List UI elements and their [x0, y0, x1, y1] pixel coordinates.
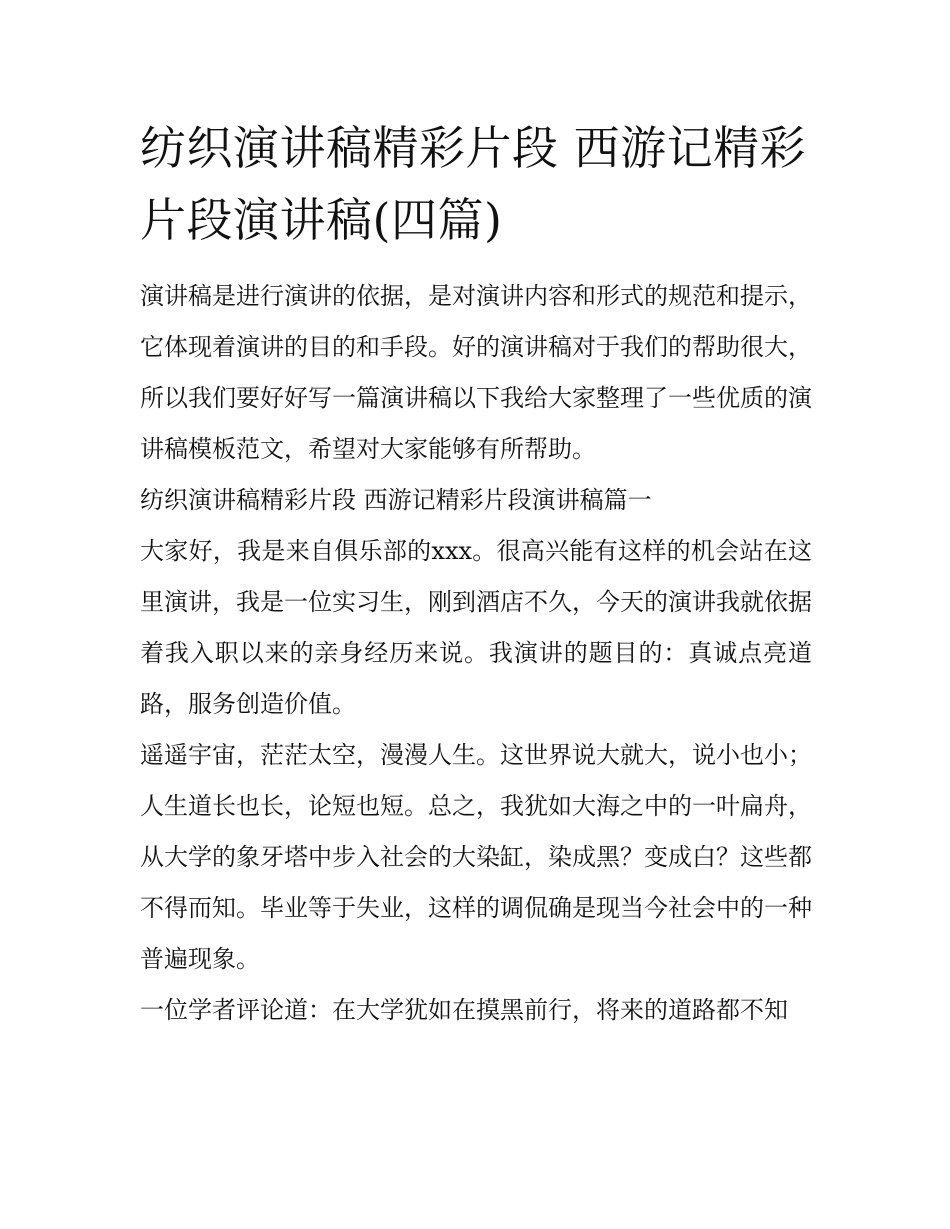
- document-title: 纺织演讲稿精彩片段 西游记精彩片段演讲稿(四篇): [140, 121, 807, 247]
- document-body: [140, 112, 812, 1036]
- body-paragraph: 人生道长也长，论短也短。总之，我犹如大海之中的一叶扁舟，从大学的象牙塔中步入社会的大染缸，染成黑？变成白？这些都不得而知。毕业等于失业，这样的调侃确是现当今社会中的一种普遍现象。: [140, 792, 812, 973]
- body-paragraph: 一位学者评论道：在大学犹如在摸黑前行，将来的道路都不知: [140, 996, 788, 1024]
- body-paragraph: 大家好，我是来自俱乐部的xxx。很高兴能有这样的机会站在这里演讲，我是一位实习生，刚到酒店不久，今天的演讲我就依据着我入职以来的亲身经历来说。我演讲的题目的：真诚点亮道路，服务创造价值。: [140, 537, 812, 718]
- body-paragraph: 遥遥宇宙，茫茫太空，漫漫人生。这世界说大就大，说小也小；: [140, 741, 812, 769]
- intro-paragraph: 演讲稿是进行演讲的依据，是对演讲内容和形式的规范和提示，它体现着演讲的目的和手段。好的演讲稿对于我们的帮助很大，所以我们要好好写一篇演讲稿以下我给大家整理了一些优质的演讲稿模板范文，希望对大家能够有所帮助。: [140, 282, 812, 463]
- section-heading: 纺织演讲稿精彩片段 西游记精彩片段演讲稿篇一: [140, 486, 652, 514]
